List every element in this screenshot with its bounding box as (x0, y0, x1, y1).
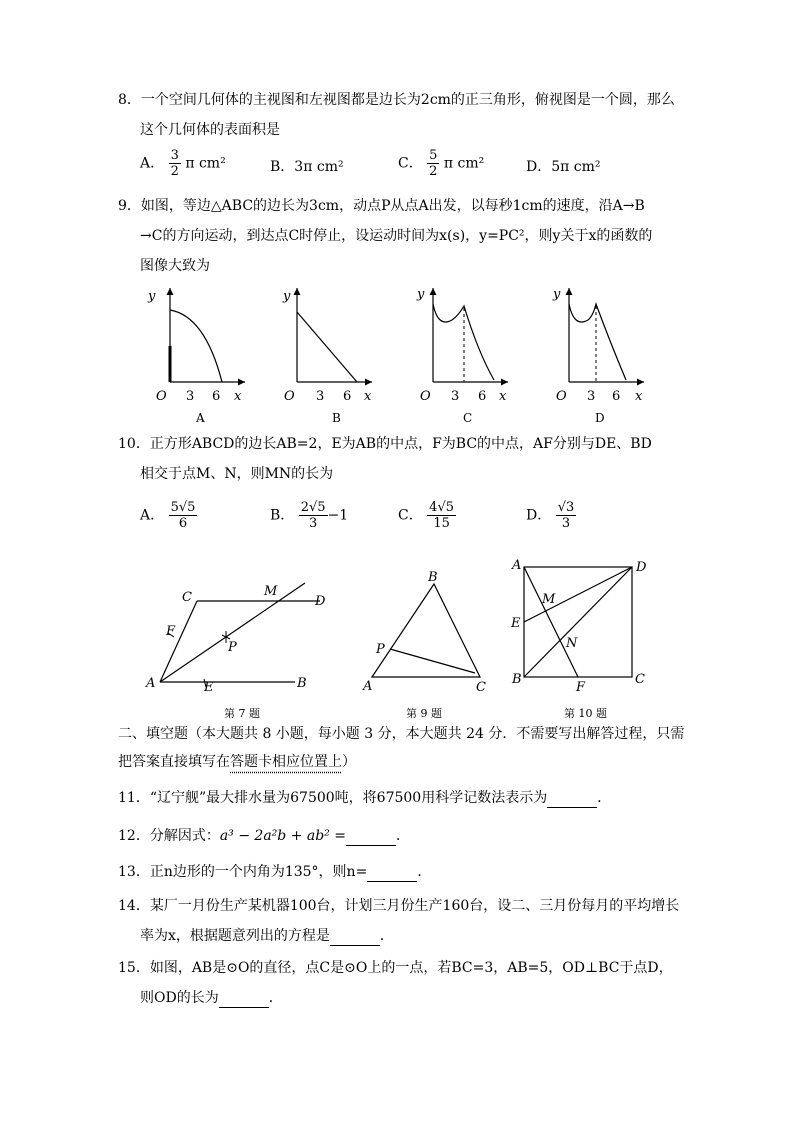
graph-c-tick-6: 6 (478, 389, 487, 404)
q8-option-a-fraction: $\frac{3}{2}$ (170, 148, 179, 179)
graph-a-origin: O (156, 389, 167, 404)
section2-line1: 二、填空题（本大题共 8 小题，每小题 3 分，本大题共 24 分．不需要写出解答过程，只需 (118, 726, 685, 742)
figure-10 (510, 558, 647, 720)
q12: 12．分解因式：a³ − 2a²b + ab² = ． (118, 828, 410, 844)
graph-b-x-label: x (364, 389, 372, 404)
graph-c[interactable] (416, 287, 508, 425)
graph-a-x-label: x (234, 389, 242, 404)
figure-9 (362, 570, 486, 720)
q8-line2: 这个几何体的表面积是 (140, 122, 280, 138)
graph-c-tick-3: 3 (451, 389, 460, 404)
fig9-label-p: P (376, 642, 385, 657)
fig7-label-f: F (166, 624, 176, 639)
q10-option-b[interactable]: B． $\frac{2√5}{3}$ −1 (270, 500, 349, 531)
fig7-label-p: P (228, 640, 237, 655)
q10-line1: 10．正方形ABCD的边长AB=2，E为AB的中点，F为BC的中点，AF分别与DE、BD (118, 436, 652, 452)
fig10-caption: 第 10 题 (564, 707, 607, 720)
fig7-label-a: A (146, 676, 156, 691)
q10-option-c[interactable]: C． $\frac{4√5}{15}$ (398, 500, 454, 531)
q14-line1: 14．某厂一月份生产某机器100台，计划三月份生产160台，设二、三月份每月的平均增长 (118, 898, 680, 914)
graph-d-tick-3: 3 (587, 389, 596, 404)
graph-a-tick-3: 3 (186, 389, 195, 404)
section2-line2: 把答案直接填写在答题卡相应位置上） (118, 754, 356, 770)
fig7-label-d: D (315, 594, 326, 609)
q8-option-c-fraction: $\frac{5}{2}$ (429, 148, 438, 179)
graph-a-name: A (196, 411, 205, 425)
fig7-label-c: C (182, 590, 192, 605)
q14-answer-blank[interactable] (330, 931, 380, 946)
graph-b-line (297, 312, 357, 382)
graph-d[interactable] (552, 287, 644, 425)
q10-option-c-fraction: $\frac{4√5}{15}$ (429, 500, 454, 531)
fig9-caption: 第 9 题 (406, 707, 442, 720)
q9-graphs (140, 282, 680, 432)
q12-expression: a³ − 2a²b + ab² = (219, 828, 346, 844)
q10-option-b-fraction: $\frac{2√5}{3}$ (300, 500, 326, 531)
fig9-label-b: B (428, 570, 438, 585)
graph-c-origin: O (420, 389, 431, 404)
fig7-label-b: B (297, 676, 307, 691)
q15-line1: 15．如图，AB是⊙O的直径，点C是⊙O上的一点，若BC=3，AB=5，OD⊥BC于点D， (118, 960, 673, 976)
graph-b[interactable] (282, 288, 372, 425)
q10-option-a[interactable]: A． $\frac{5√5}{6}$ (140, 500, 196, 531)
figures (140, 555, 660, 725)
graph-c-x-label: x (499, 389, 507, 404)
q11-answer-blank[interactable] (547, 793, 597, 808)
q13-answer-blank[interactable] (367, 867, 417, 882)
q9-line2: →C的方向运动，到达点C时停止，设运动时间为x(s)，y=PC²，则y关于x的函数的 (140, 228, 653, 244)
q8-option-a[interactable]: A． $\frac{3}{2}$ π cm² (140, 148, 226, 179)
fig7-label-e: E (204, 680, 214, 695)
q12-answer-blank[interactable] (346, 831, 396, 846)
graph-b-y-label: y (283, 289, 291, 304)
q10-line2: 相交于点M、N，则MN的长为 (140, 466, 334, 482)
q8-option-c[interactable]: C． $\frac{5}{2}$ π cm² (398, 148, 485, 179)
fig10-label-b: B (512, 672, 522, 687)
graph-d-curve (569, 304, 626, 380)
q9-line3: 图像大致为 (140, 258, 210, 274)
graph-d-y-label: y (553, 287, 561, 302)
section2-emphasis: 答题卡相应位置上 (230, 754, 342, 770)
fig10-label-d: D (636, 560, 647, 575)
q11: 11．“辽宁舰”最大排水量为67500吨，将67500用科学记数法表示为 ． (118, 790, 612, 806)
fig10-label-c: C (635, 672, 645, 687)
q9-line1: 9．如图，等边△ABC的边长为3cm，动点P从点A出发，以每秒1cm的速度，沿A→B (118, 198, 645, 214)
q8-option-b[interactable]: B．3π cm² (270, 159, 344, 175)
fig10-label-e: E (511, 616, 521, 631)
graph-a-tick-6: 6 (212, 389, 221, 404)
q15-answer-blank[interactable] (219, 993, 269, 1008)
q15-line2: 则OD的长为 ． (140, 990, 283, 1006)
graph-a-curve (170, 310, 222, 382)
fig7-caption: 第 7 题 (224, 707, 260, 720)
q10-option-d-fraction: $\frac{√3}{3}$ (557, 500, 575, 531)
graph-d-name: D (595, 411, 605, 425)
q13: 13．正n边形的一个内角为135°，则n= ． (118, 864, 432, 880)
q10-option-d[interactable]: D． $\frac{√3}{3}$ (526, 500, 575, 531)
q10-option-a-fraction: $\frac{5√5}{6}$ (170, 500, 196, 531)
figure-7 (145, 583, 326, 720)
fig10-label-n: N (566, 636, 578, 651)
graph-d-tick-6: 6 (612, 389, 621, 404)
q8-option-d[interactable]: D．5π cm² (526, 159, 601, 175)
fig9-label-a: A (363, 679, 373, 694)
graph-b-name: B (332, 411, 341, 425)
fig9-label-c: C (476, 680, 486, 695)
graph-d-x-label: x (635, 389, 643, 404)
q14-line2: 率为x，根据题意列出的方程是 ． (140, 928, 394, 944)
fig7-label-m: M (264, 584, 278, 599)
fig10-label-a: A (512, 558, 522, 573)
graph-c-name: C (463, 411, 473, 425)
graph-b-origin: O (284, 389, 295, 404)
graph-a-y-label: y (148, 289, 156, 304)
fig10-label-f: F (576, 680, 586, 695)
graph-b-tick-3: 3 (316, 389, 325, 404)
graph-b-tick-6: 6 (343, 389, 352, 404)
graph-c-y-label: y (417, 287, 425, 302)
q8-line1: 8．一个空间几何体的主视图和左视图都是边长为2cm的正三角形，俯视图是一个圆，那么 (118, 92, 675, 108)
graph-a[interactable] (147, 288, 245, 425)
graph-d-origin: O (556, 389, 567, 404)
fig10-label-m: M (542, 592, 556, 607)
